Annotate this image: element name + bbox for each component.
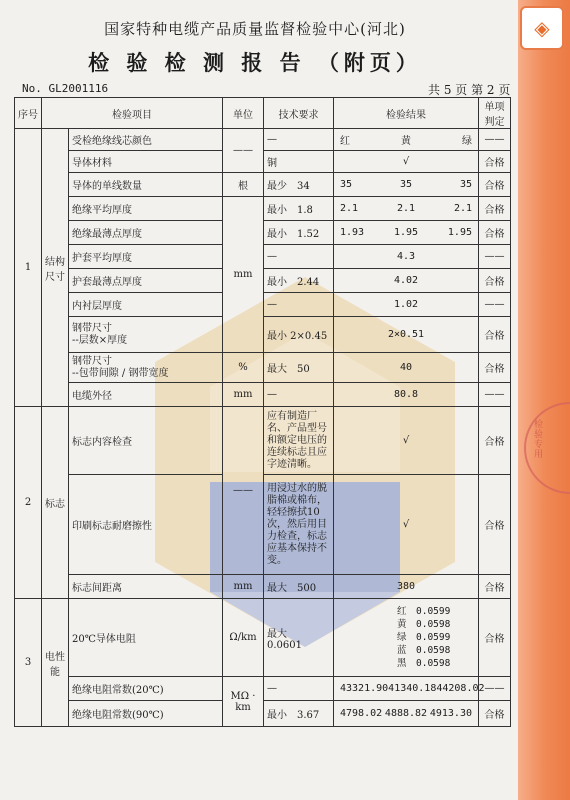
result-value: 红 0.0599 <box>397 606 451 617</box>
result-value: 35 <box>399 179 413 190</box>
requirement: 最小 1.8 <box>264 197 334 221</box>
item-name: 绝缘电阻常数(20℃) <box>69 677 223 701</box>
verdict: —— <box>479 677 511 701</box>
verdict: 合格 <box>479 575 511 599</box>
table-row <box>15 173 511 197</box>
result-value: 4798.02 <box>340 708 383 719</box>
requirement: — <box>264 677 334 701</box>
requirement: 最大 50 <box>264 353 334 383</box>
result-cell <box>334 677 485 701</box>
result-value: 40 <box>334 353 479 383</box>
result-value: 1.95 <box>393 227 419 238</box>
binding-edge <box>518 0 570 800</box>
table-row <box>15 197 511 221</box>
requirement: — <box>264 245 334 269</box>
official-seal: 检 验 专 用 <box>524 402 570 494</box>
result-value: 43321.90 <box>340 683 389 694</box>
verdict: 合格 <box>479 151 511 173</box>
item-name: 钢带尺寸 --包带间隙 / 钢带宽度 <box>69 353 223 383</box>
result-value: 35 <box>340 179 353 190</box>
result-value: √ <box>334 151 479 173</box>
result-value: 黄 0.0598 <box>397 619 451 630</box>
requirement: 最小 2×0.45 <box>264 317 334 353</box>
item-name: 护套平均厚度 <box>69 245 223 269</box>
document-subtitle: 检 验 检 测 报 告 （附页） <box>88 50 422 75</box>
table-row <box>15 129 511 151</box>
result-value: 44208.02 <box>436 683 485 694</box>
group-name: 结构尺寸 <box>42 129 69 407</box>
result-value: 2×0.51 <box>334 317 479 353</box>
verdict: 合格 <box>479 407 511 475</box>
result-cell <box>334 701 479 727</box>
item-name: 导体材料 <box>69 151 223 173</box>
unit-cell: mm <box>223 575 264 599</box>
result-value: 2.1 <box>453 203 472 214</box>
group-name: 电性能 <box>42 599 69 727</box>
result-value: 80.8 <box>334 383 479 407</box>
table-row <box>15 353 511 383</box>
result-value: 1.02 <box>334 293 479 317</box>
result-value: 绿 <box>462 136 472 147</box>
result-value: 35 <box>459 179 472 190</box>
result-value: √ <box>334 407 479 475</box>
result-value: 绿 0.0599 <box>397 632 451 643</box>
result-value: 1.93 <box>340 227 365 238</box>
result-value: 2.1 <box>340 203 359 214</box>
item-name: 护套最薄点厚度 <box>69 269 223 293</box>
result-cell <box>334 599 479 677</box>
requirement: 应有制造厂名、产品型号和额定电压的连续标志且应字迹清晰。 <box>264 407 334 475</box>
result-value: 2.1 <box>396 203 416 214</box>
item-name: 电缆外径 <box>69 383 223 407</box>
unit-cell: —— <box>223 129 264 173</box>
unit-cell: 根 <box>223 173 264 197</box>
result-value: 红 <box>340 136 350 147</box>
header-verdict: 单项判定 <box>479 98 511 129</box>
verdict: 合格 <box>479 197 511 221</box>
unit-cell: mm <box>223 197 264 353</box>
verdict: 合格 <box>479 475 511 575</box>
requirement: 最小 2.44 <box>264 269 334 293</box>
page-info: 共 5 页 第 2 页 <box>428 83 511 97</box>
item-name: 绝缘最薄点厚度 <box>69 221 223 245</box>
item-name: 20℃导体电阻 <box>69 599 223 677</box>
header-seq: 序号 <box>15 98 42 129</box>
result-value: 黄 <box>401 136 411 147</box>
requirement: 最小 3.67 <box>264 701 334 727</box>
verdict: 合格 <box>479 173 511 197</box>
verdict: —— <box>479 129 511 151</box>
requirement: — <box>264 129 334 151</box>
unit-cell: % <box>223 353 264 383</box>
header-result: 检验结果 <box>334 98 479 129</box>
header-req: 技术要求 <box>264 98 334 129</box>
verdict: 合格 <box>479 221 511 245</box>
verdict: —— <box>479 383 511 407</box>
requirement: 铜 <box>264 151 334 173</box>
item-name: 钢带尺寸 --层数×厚度 <box>69 317 223 353</box>
unit-cell: mm <box>223 383 264 407</box>
item-name: 受检绝缘线芯颜色 <box>69 129 223 151</box>
result-cell <box>334 173 479 197</box>
table-row <box>15 383 511 407</box>
result-cell <box>334 129 479 151</box>
item-name: 标志间距离 <box>69 575 223 599</box>
result-value: 380 <box>334 575 479 599</box>
requirement: 最少 34 <box>264 173 334 197</box>
logo-icon: ◈ <box>520 6 564 50</box>
item-name: 绝缘平均厚度 <box>69 197 223 221</box>
header-item: 检验项目 <box>42 98 223 129</box>
result-value: 4913.30 <box>429 708 472 719</box>
verdict: 合格 <box>479 353 511 383</box>
unit-cell: —— <box>223 407 264 575</box>
requirement: — <box>264 383 334 407</box>
report-number: No. GL2001116 <box>22 82 109 95</box>
requirement: — <box>264 293 334 317</box>
header-unit: 单位 <box>223 98 264 129</box>
table-row <box>15 677 511 701</box>
result-cell <box>334 221 479 245</box>
table-row <box>15 575 511 599</box>
item-name: 导体的单线数量 <box>69 173 223 197</box>
verdict: —— <box>479 245 511 269</box>
verdict: 合格 <box>479 269 511 293</box>
unit-cell: Ω/km <box>223 599 264 677</box>
table-header-row <box>15 98 511 129</box>
group-name: 标志 <box>42 407 69 599</box>
verdict: 合格 <box>479 317 511 353</box>
result-cell <box>334 197 479 221</box>
requirement: 最大 500 <box>264 575 334 599</box>
result-value: 蓝 0.0598 <box>397 645 451 656</box>
result-value: 4.02 <box>334 269 479 293</box>
result-value: 4888.82 <box>384 708 428 719</box>
verdict: 合格 <box>479 701 511 727</box>
unit-cell: MΩ · km <box>223 677 264 727</box>
group-seq: 1 <box>15 129 42 407</box>
document-title: 国家特种电缆产品质量监督检验中心(河北) <box>104 20 406 38</box>
verdict: 合格 <box>479 599 511 677</box>
group-seq: 2 <box>15 407 42 599</box>
group-seq: 3 <box>15 599 42 727</box>
result-value: 1.95 <box>447 227 472 238</box>
requirement: 最大 0.0601 <box>264 599 334 677</box>
result-value: √ <box>334 475 479 575</box>
table-row <box>15 407 511 475</box>
verdict: —— <box>479 293 511 317</box>
result-value: 4.3 <box>334 245 479 269</box>
item-name: 标志内容检查 <box>69 407 223 475</box>
item-name: 内衬层厚度 <box>69 293 223 317</box>
requirement: 最小 1.52 <box>264 221 334 245</box>
item-name: 绝缘电阻常数(90℃) <box>69 701 223 727</box>
inspection-table <box>14 97 511 727</box>
table-row <box>15 599 511 677</box>
requirement: 用浸过水的脱脂棉或棉布，轻轻擦拭10次，然后用目力检查，标志应基本保持不变。 <box>264 475 334 575</box>
result-value: 41340.18 <box>388 683 437 694</box>
result-value: 黑 0.0598 <box>397 658 451 669</box>
item-name: 印刷标志耐磨擦性 <box>69 475 223 575</box>
